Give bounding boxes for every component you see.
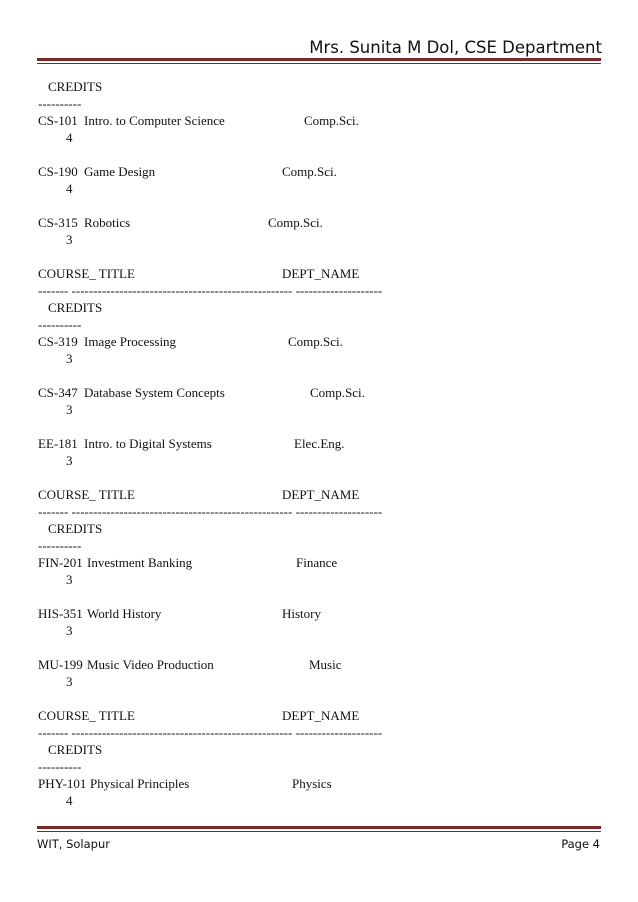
credits-value: 3 [66,572,73,587]
column-header-dept: DEPT_NAME [282,487,360,502]
course-title: Music Video Production [87,657,214,672]
course-title: Intro. to Computer Science [84,113,225,128]
column-header-dept: DEPT_NAME [282,266,360,281]
course-code: MU-199 [38,657,83,672]
course-title: Database System Concepts [84,385,225,400]
dash-line: ------- --------------------------------------------------- -------------------- [38,283,383,298]
course-title: Investment Banking [87,555,193,570]
course-code: CS-190 [38,164,78,179]
course-code: CS-347 [38,385,78,400]
footer-institution: WIT, Solapur [37,837,110,851]
header-rule-thin [37,63,601,64]
course-title: Image Processing [84,334,177,349]
dash-line: ------- --------------------------------------------------- -------------------- [38,504,383,519]
credits-value: 3 [66,623,73,638]
credits-value: 3 [66,674,73,689]
credits-heading: CREDITS [48,742,103,757]
course-code: HIS-351 [38,606,83,621]
course-code: CS-315 [38,215,78,230]
page-header-title: Mrs. Sunita M Dol, CSE Department [309,38,602,57]
footer-rule-thick [37,826,601,829]
column-header-dept: DEPT_NAME [282,708,360,723]
course-title: Game Design [84,164,156,179]
dept-name: Music [309,657,342,672]
course-title: Robotics [84,215,131,230]
column-header-title: COURSE_ TITLE [38,487,135,502]
column-header-title: COURSE_ TITLE [38,708,135,723]
dept-name: Comp.Sci. [304,113,359,128]
dept-name: Elec.Eng. [294,436,345,451]
credits-value: 3 [66,351,73,366]
dash-line: ---------- [38,96,82,111]
credits-value: 4 [66,130,73,145]
credits-heading: CREDITS [48,300,103,315]
dept-name: Comp.Sci. [288,334,343,349]
course-code: PHY-101 [38,776,87,791]
course-code: CS-101 [38,113,78,128]
credits-value: 3 [66,453,73,468]
credits-heading: CREDITS [48,521,103,536]
course-title: Physical Principles [90,776,190,791]
credits-value: 4 [66,181,73,196]
dept-name: History [282,606,321,621]
course-code: CS-319 [38,334,78,349]
header-rule-thick [37,58,601,61]
page-number: Page 4 [561,837,600,851]
course-code: FIN-201 [38,555,83,570]
course-title: World History [87,606,162,621]
dash-line: ---------- [38,759,82,774]
dept-name: Comp.Sci. [282,164,337,179]
dept-name: Finance [296,555,338,570]
course-code: EE-181 [38,436,78,451]
credits-heading: CREDITS [48,79,103,94]
dash-line: ---------- [38,538,82,553]
dept-name: Comp.Sci. [310,385,365,400]
dept-name: Comp.Sci. [268,215,323,230]
credits-value: 4 [66,793,73,808]
dash-line: ------- --------------------------------------------------- -------------------- [38,725,383,740]
column-header-title: COURSE_ TITLE [38,266,135,281]
footer-rule-thin [37,831,601,832]
credits-value: 3 [66,232,73,247]
dept-name: Physics [292,776,332,791]
course-title: Intro. to Digital Systems [84,436,212,451]
dash-line: ---------- [38,317,82,332]
credits-value: 3 [66,402,73,417]
